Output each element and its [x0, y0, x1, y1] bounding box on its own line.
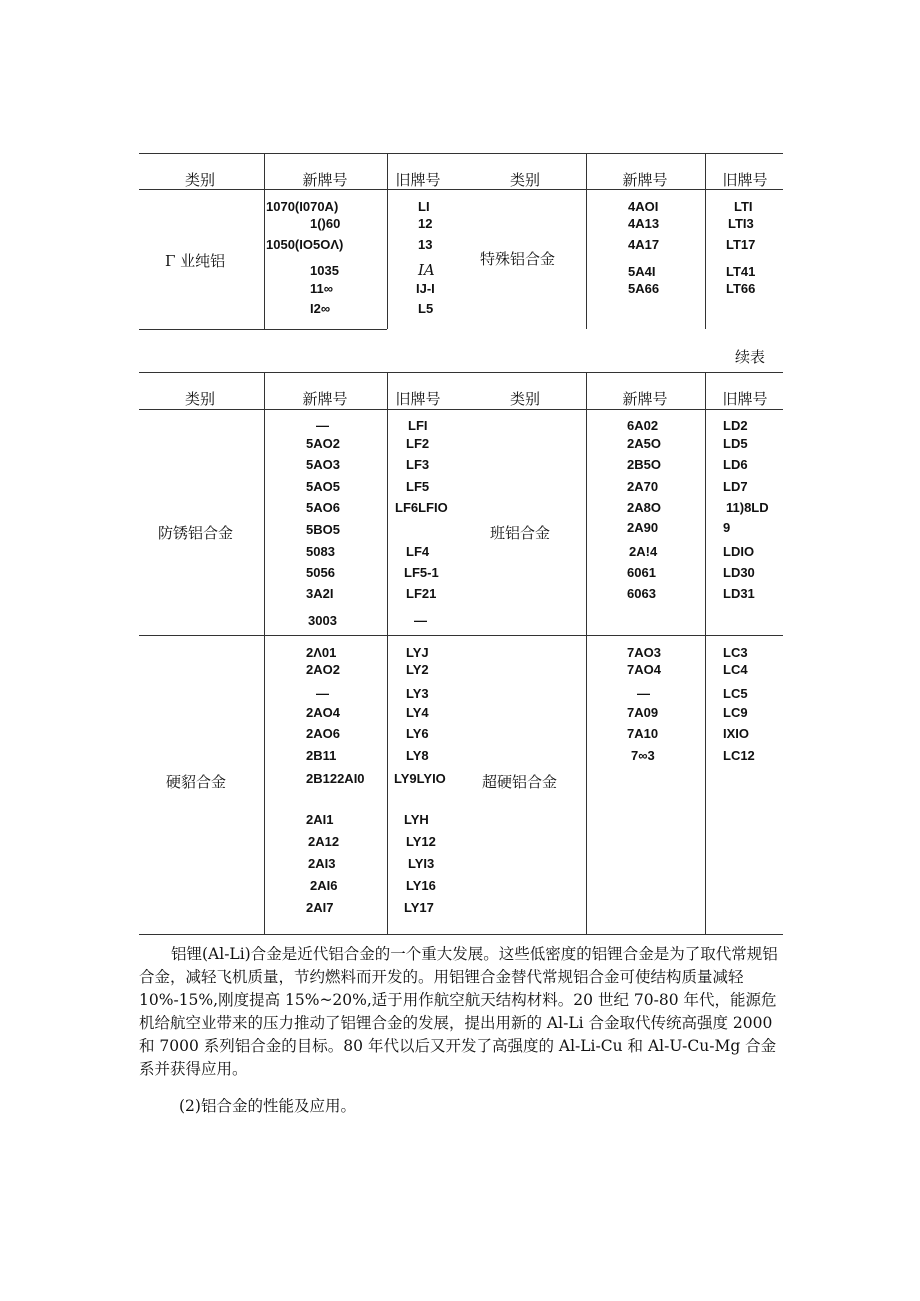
new-grade-cell: 1050(IO5OΛ) — [266, 237, 344, 252]
new-grade-cell: 7AO3 — [627, 645, 661, 660]
new-grade-cell: 2AO4 — [306, 705, 340, 720]
old-grade-cell: IXIO — [723, 726, 750, 741]
new-grade-cell: 5AO2 — [306, 436, 340, 451]
table2-row-rule — [139, 635, 783, 636]
table1-top-rule — [139, 153, 783, 154]
old-grade-cell: LYH — [404, 812, 429, 827]
header-old-grade: 旧牌号 — [395, 171, 441, 189]
paragraph-al-li: 铝锂(Al-Li)合金是近代铝合金的一个重大发展。这些低密度的铝锂合金是为了取代常规铝合金，减轻飞机质量，节约燃料而开发的。用铝锂合金替代常规铝合金可使结构质量减轻 10%-15%,刚度提高 15%~20%,适于用作航空航天结构材料。20 世纪 70-80 年代，能源危机给航空业带来的压力推动了铝锂合金的发展，提出用新的 Al-Li 合金取代传统高强度 2000 和 7000 系列铝合金的目标。80 年代以后又开发了高强度的 Al-Li-Cu 和 Al-U-Cu-Mg 合金系并获得应用。 — [139, 945, 778, 1078]
table2-divider — [264, 372, 265, 934]
new-grade-cell: 6A02 — [627, 418, 659, 433]
new-grade-cell: 5AO3 — [306, 457, 340, 472]
category-label: 防锈铝合金 — [158, 524, 234, 542]
old-grade-cell: LY4 — [406, 705, 429, 720]
old-grade-cell: LT17 — [726, 237, 756, 252]
old-grade-cell: LF3 — [406, 457, 430, 472]
old-grade-cell: LD7 — [723, 479, 748, 494]
header-category: 类别 — [184, 390, 215, 408]
old-grade-cell: LTI3 — [728, 216, 754, 231]
category-label: 特殊铝合金 — [480, 250, 556, 268]
new-grade-cell: 1()60 — [310, 216, 341, 231]
old-grade-cell: 13 — [418, 237, 433, 252]
new-grade-cell: 2A90 — [627, 520, 659, 535]
category-label: Γ 业纯铝 — [165, 252, 226, 270]
old-grade-cell: 9 — [723, 520, 731, 535]
table2-header-rule — [139, 409, 783, 410]
new-grade-cell: 4A13 — [628, 216, 660, 231]
table1-divider — [586, 153, 587, 329]
old-grade-cell: LC4 — [723, 662, 748, 677]
new-grade-cell: 5056 — [306, 565, 335, 580]
old-grade-cell: 12 — [418, 216, 433, 231]
body-paragraph — [139, 943, 789, 1081]
header-old-grade: 旧牌号 — [722, 390, 768, 408]
new-grade-cell: 2A70 — [627, 479, 659, 494]
old-grade-cell: LY6 — [406, 726, 429, 741]
new-grade-cell: 2Λ01 — [306, 645, 337, 660]
table2-divider — [705, 372, 706, 934]
old-grade-cell: IA — [418, 261, 435, 279]
new-grade-cell: 2A5O — [627, 436, 661, 451]
section-heading-text: (2)铝合金的性能及应用。 — [179, 1097, 356, 1115]
new-grade-cell: — — [316, 686, 329, 701]
new-grade-cell: 2AI7 — [306, 900, 334, 915]
old-grade-cell: LYI3 — [408, 856, 435, 871]
old-grade-cell: IJ-I — [416, 281, 435, 296]
header-new-grade: 新牌号 — [622, 171, 668, 189]
new-grade-cell: 7AO4 — [627, 662, 661, 677]
old-grade-cell: 11)8LD — [726, 500, 769, 515]
old-grade-cell: LY8 — [406, 748, 429, 763]
new-grade-cell: 4A17 — [628, 237, 660, 252]
old-grade-cell: LD6 — [723, 457, 748, 472]
old-grade-cell: LF5 — [406, 479, 430, 494]
new-grade-cell: 7A09 — [627, 705, 659, 720]
old-grade-cell: LY2 — [406, 662, 429, 677]
new-grade-cell: I2∞ — [310, 301, 331, 316]
old-grade-cell: LC9 — [723, 705, 748, 720]
old-grade-cell: LC5 — [723, 686, 748, 701]
old-grade-cell: LI — [418, 199, 430, 214]
new-grade-cell: 2AO6 — [306, 726, 340, 741]
new-grade-cell: 1035 — [310, 263, 339, 278]
old-grade-cell: LD5 — [723, 436, 748, 451]
new-grade-cell: 3A2I — [306, 586, 334, 601]
old-grade-cell: LC12 — [723, 748, 755, 763]
new-grade-cell: 6061 — [627, 565, 656, 580]
header-new-grade: 新牌号 — [302, 171, 348, 189]
old-grade-cell: LD31 — [723, 586, 755, 601]
new-grade-cell: 2AI6 — [310, 878, 338, 893]
old-grade-cell: LD2 — [723, 418, 748, 433]
category-label: 硬貂合金 — [166, 773, 227, 791]
old-grade-cell: LY16 — [406, 878, 436, 893]
old-grade-cell: LY9LYIO — [394, 771, 446, 786]
old-grade-cell: LF2 — [406, 436, 430, 451]
old-grade-cell: LF21 — [406, 586, 437, 601]
old-grade-cell: LT41 — [726, 264, 756, 279]
table1-divider — [264, 153, 265, 329]
new-grade-cell: 1070(I070A) — [266, 199, 339, 214]
old-grade-cell: — — [414, 613, 427, 628]
old-grade-cell: LC3 — [723, 645, 748, 660]
new-grade-cell: 2B11 — [306, 748, 337, 763]
new-grade-cell: 5A4I — [628, 264, 656, 279]
new-grade-cell: 6063 — [627, 586, 656, 601]
new-grade-cell: 2AI1 — [306, 812, 334, 827]
new-grade-cell: 2A12 — [308, 834, 340, 849]
old-grade-cell: L5 — [418, 301, 434, 316]
new-grade-cell: 2AO2 — [306, 662, 340, 677]
new-grade-cell: 5083 — [306, 544, 335, 559]
new-grade-cell: 2AI3 — [308, 856, 336, 871]
new-grade-cell: 3003 — [308, 613, 337, 628]
old-grade-cell: LTI — [734, 199, 753, 214]
old-grade-cell: LFI — [408, 418, 428, 433]
new-grade-cell: 5A66 — [628, 281, 660, 296]
section-heading — [139, 1095, 789, 1118]
new-grade-cell: 2A8O — [627, 500, 661, 515]
old-grade-cell: LY17 — [404, 900, 434, 915]
table2-divider — [387, 372, 388, 934]
header-old-grade: 旧牌号 — [722, 171, 768, 189]
new-grade-cell: 5AO6 — [306, 500, 340, 515]
old-grade-cell: LF6LFIO — [395, 500, 448, 515]
new-grade-cell: 2B5O — [627, 457, 661, 472]
header-category: 类别 — [184, 171, 215, 189]
category-label: 超硬铝合金 — [482, 773, 558, 791]
table2-bottom-rule — [139, 934, 783, 935]
continued-table-label: 续表 — [734, 348, 765, 366]
new-grade-cell: — — [637, 686, 650, 701]
old-grade-cell: LDIO — [723, 544, 755, 559]
new-grade-cell: — — [316, 418, 329, 433]
new-grade-cell: 7A10 — [627, 726, 659, 741]
table2-divider — [586, 372, 587, 934]
header-old-grade: 旧牌号 — [395, 390, 441, 408]
new-grade-cell: 2A!4 — [629, 544, 658, 559]
header-new-grade: 新牌号 — [622, 390, 668, 408]
new-grade-cell: 4AOI — [628, 199, 659, 214]
new-grade-cell: 5BO5 — [306, 522, 340, 537]
old-grade-cell: LY3 — [406, 686, 429, 701]
new-grade-cell: 2B122AI0 — [306, 771, 365, 786]
old-grade-cell: LT66 — [726, 281, 756, 296]
new-grade-cell: 5AO5 — [306, 479, 340, 494]
old-grade-cell: LYJ — [406, 645, 429, 660]
header-category: 类别 — [509, 390, 540, 408]
new-grade-cell: 7∞3 — [631, 748, 655, 763]
category-label: 班铝合金 — [490, 524, 551, 542]
old-grade-cell: LF5-1 — [404, 565, 439, 580]
header-new-grade: 新牌号 — [302, 390, 348, 408]
old-grade-cell: LD30 — [723, 565, 755, 580]
header-category: 类别 — [509, 171, 540, 189]
new-grade-cell: 11∞ — [310, 281, 334, 296]
old-grade-cell: LF4 — [406, 544, 430, 559]
table2-top-rule — [139, 372, 783, 373]
old-grade-cell: LY12 — [406, 834, 436, 849]
table1-bottom-rule — [139, 329, 387, 330]
